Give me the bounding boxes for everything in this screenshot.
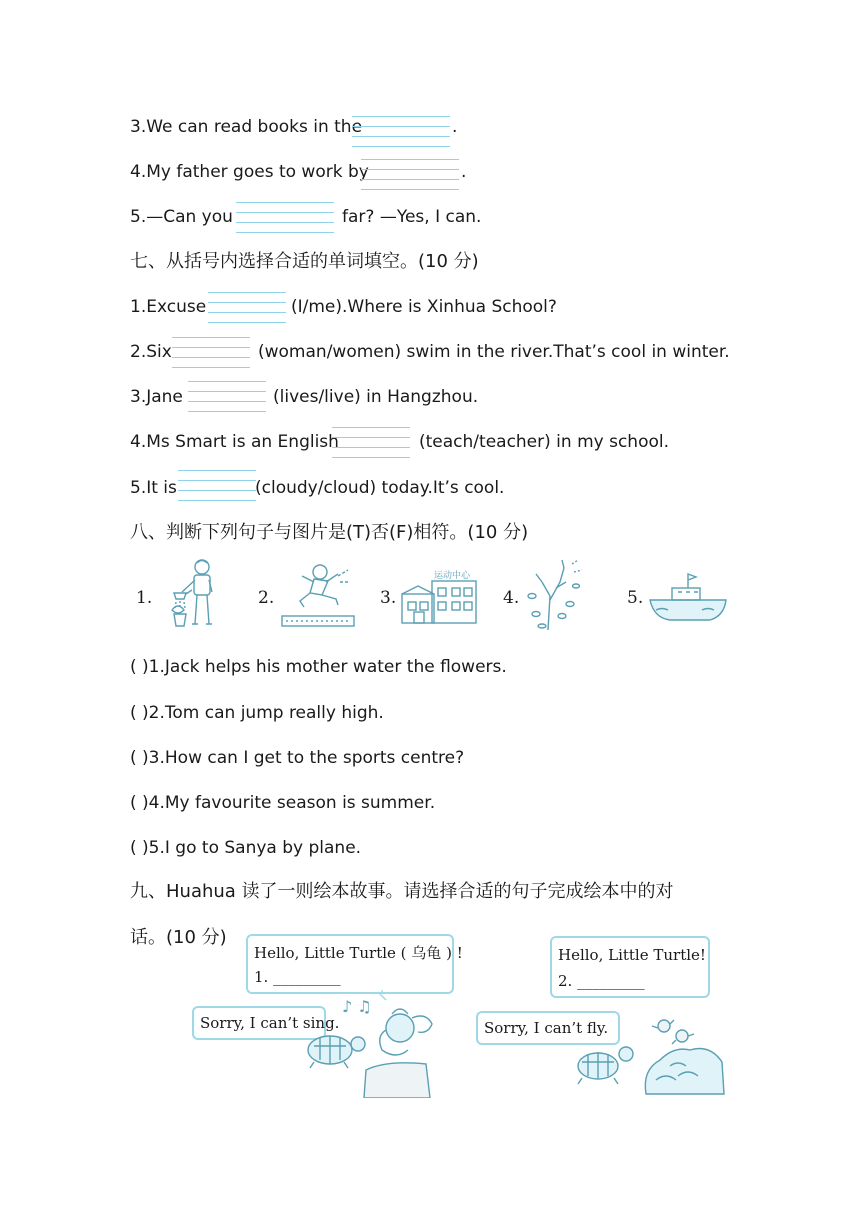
s6-item-4 [130,161,467,183]
svg-text:♪ ♫: ♪ ♫ [342,997,372,1016]
s7-item-4-text: 4.Ms Smart is an English [130,432,339,452]
panel2-bird-bubble [550,936,710,998]
s6-item-4-end: . [461,162,467,182]
s6-item-5-blank[interactable] [236,202,334,232]
section9-heading-line2: 话。(10 分) [130,927,227,948]
turtle-and-birds-icon [574,1010,726,1096]
s7-item-3-blank[interactable] [188,381,266,411]
s7-item-3 [130,386,479,408]
pic-4-number: 4. [503,588,520,608]
panel2-answer-blank: 2. _________ [558,972,645,990]
panel1-greeting: Hello, Little Turtle ( 乌龟 ) ! [254,944,463,962]
s6-item-5 [130,206,482,228]
s7-item-5-text: 5.It is [130,478,177,498]
pic-5-number: 5. [627,588,644,608]
pic-3-number: 3. [380,588,397,608]
boy-watering-flowers-icon [164,558,224,632]
panel1-turtle-reply: Sorry, I can’t sing. [200,1014,340,1032]
tf-item-4: ( )4.My favourite season is summer. [130,793,436,813]
s7-item-1-text: 1.Excuse [130,297,207,317]
s6-item-4-blank[interactable] [361,159,459,189]
s6-item-3 [130,116,458,138]
s7-item-4 [130,431,670,453]
s7-item-5-blank[interactable] [178,470,256,500]
tf-item-1: ( )1.Jack helps his mother water the flowers. [130,657,507,677]
s6-item-3-text: 3.We can read books in the [130,117,363,137]
autumn-tree-icon [522,556,586,632]
ship-icon [648,570,728,624]
sports-centre-building-icon [400,568,480,626]
tf-item-3: ( )3.How can I get to the sports centre? [130,748,465,768]
s7-item-1 [130,296,557,318]
s7-item-1-end: (I/me).Where is Xinhua School? [291,297,557,317]
sports-centre-sign: 运动中心 [434,571,471,581]
section7-heading: 七、从括号内选择合适的单词填空。(10 分) [130,251,479,272]
s7-item-2 [130,341,730,363]
s6-item-5-end: far? —Yes, I can. [342,207,482,227]
s7-item-4-end: (teach/teacher) in my school. [419,432,670,452]
panel2-greeting: Hello, Little Turtle! [558,946,706,964]
s7-item-3-end: (lives/live) in Hangzhou. [273,387,479,407]
section9-heading-line1: 九、Huahua 读了一则绘本故事。请选择合适的句子完成绘本中的对 [130,881,674,902]
s7-item-1-blank[interactable] [208,292,286,322]
s7-item-2-blank[interactable] [172,337,250,367]
s7-item-2-end: (woman/women) swim in the river.That’s cool in winter. [258,342,730,362]
s7-item-4-blank[interactable] [332,427,410,457]
section8-heading: 八、判断下列句子与图片是(T)否(F)相符。(10 分) [130,522,529,543]
panel1-answer-blank: 1. _________ [254,968,341,986]
s6-item-4-text: 4.My father goes to work by [130,162,369,182]
tf-item-2: ( )2.Tom can jump really high. [130,703,384,723]
panel2-turtle-reply: Sorry, I can’t fly. [484,1019,609,1037]
pic-2-number: 2. [258,588,275,608]
s7-item-2-text: 2.Six [130,342,172,362]
s7-item-3-text: 3.Jane [130,387,183,407]
s6-item-5-text: 5.—Can you [130,207,233,227]
turtle-and-rooster-icon [300,990,440,1098]
s7-item-5-end: (cloudy/cloud) today.It’s cool. [255,478,505,498]
panel1-rooster-bubble [246,934,463,994]
tf-item-5: ( )5.I go to Sanya by plane. [130,838,362,858]
boy-jumping-icon [280,560,358,630]
s6-item-3-blank[interactable] [352,116,450,146]
pic-1-number: 1. [136,588,153,608]
s7-item-5 [130,477,505,499]
s6-item-3-end: . [452,117,458,137]
